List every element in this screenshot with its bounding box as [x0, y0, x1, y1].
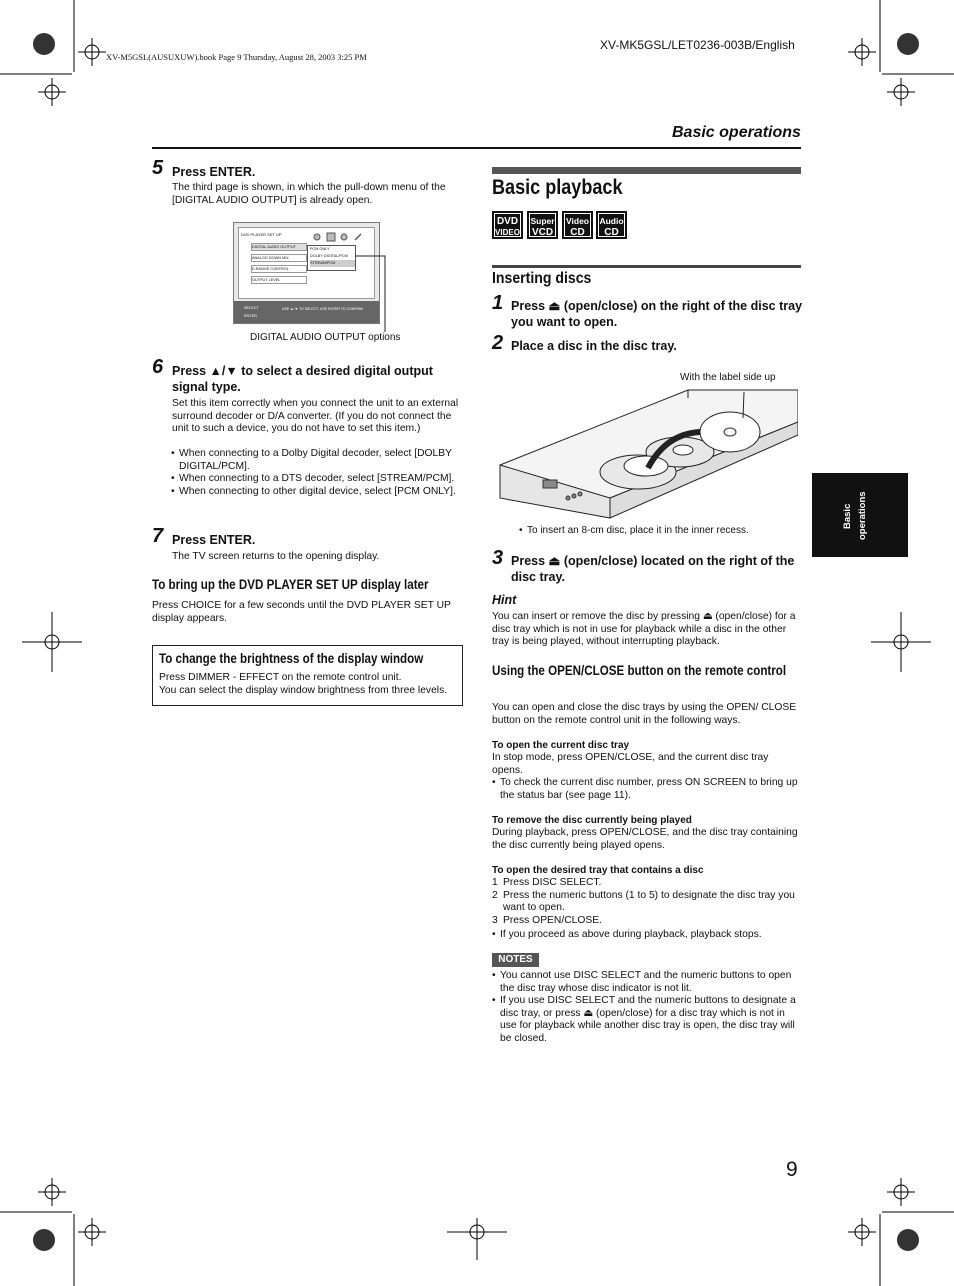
step-1-heading: Press ⏏ (open/close) on the right of the disc tray you want to open.	[511, 299, 803, 329]
list-item: 1 Press DISC SELECT.	[492, 877, 602, 888]
setup-later-heading: To bring up the DVD PLAYER SET UP display later	[152, 577, 429, 592]
list-item: 2 Press the numeric buttons (1 to 5) to designate the disc tray you want to open.	[492, 889, 795, 914]
side-tab-line-1: Basic	[842, 503, 853, 529]
open-current-bullets	[492, 777, 801, 802]
step-6-number: 6	[152, 356, 164, 378]
open-desired-bullets	[492, 929, 801, 942]
list-item: • When connecting to a Dolby Digital decoder, select [DOLBY DIGITAL/PCM].	[171, 448, 464, 473]
remote-heading: Using the OPEN/CLOSE button on the remote control	[492, 663, 787, 678]
remove-playing-title: To remove the disc currently being played	[492, 815, 692, 826]
header-rule	[152, 147, 801, 149]
list-item: • You cannot use DISC SELECT and the numeric buttons to open the disc tray whose disc indicator is not lit.	[492, 970, 801, 995]
screen-option-0: PCM ONLY	[310, 247, 330, 251]
page-title: Basic playback	[492, 176, 623, 199]
step-7-heading: Press ENTER.	[172, 533, 256, 547]
list-item: • When connecting to a DTS decoder, select [STREAM/PCM].	[171, 473, 464, 486]
step-7-number: 7	[152, 525, 164, 547]
step-5-text: The third page is shown, in which the pull-down menu of the [DIGITAL AUDIO OUTPUT] is already open.	[172, 182, 446, 206]
step-3-heading: Press ⏏ (open/close) located on the right of the disc tray.	[511, 554, 795, 584]
open-desired-steps	[492, 877, 801, 927]
side-tab-line-2: operations	[857, 491, 868, 541]
list-item: • If you use DISC SELECT and the numeric buttons to designate a disc tray, or press ⏏ (open/close) for a disc tray which is not in use for playback while another disc tray is open, the disc tray will be closed.	[492, 995, 801, 1045]
step-5-number: 5	[152, 157, 164, 179]
super-vcd-logo: Super VCD	[527, 211, 558, 239]
file-info: XV-M5GSL(AUSUXUW).book Page 9 Thursday, August 28, 2003 3:25 PM	[106, 52, 367, 62]
callout-line	[355, 250, 395, 335]
hint-title: Hint	[492, 593, 517, 607]
page-number: 9	[786, 1158, 798, 1181]
step-5-heading: Press ENTER.	[172, 165, 256, 179]
setup-later-text: Press CHOICE for a few seconds until the DVD PLAYER SET UP display appears.	[152, 600, 451, 624]
section-rule	[492, 265, 801, 268]
title-bar	[492, 167, 801, 174]
open-desired-title: To open the desired tray that contains a disc	[492, 865, 704, 876]
list-item: • To insert an 8-cm disc, place it in the inner recess.	[519, 525, 799, 536]
list-item: • When connecting to other digital device, select [PCM ONLY].	[171, 486, 464, 499]
screen-tab-icons	[309, 229, 369, 239]
step-2-heading: Place a disc in the disc tray.	[511, 339, 677, 353]
screen-footer-enter: ENTER	[244, 314, 257, 318]
step-6-text: Set this item correctly when you connect the unit to an external surround decoder or D/A converter. (If you do not connect the unit to such a device, you do not have to set this item.)	[172, 398, 459, 435]
player-illustration	[498, 380, 798, 520]
illustration-bullets	[519, 525, 799, 536]
brightness-line-1: Press DIMMER - EFFECT on the remote control unit.	[159, 672, 402, 683]
section-title: Basic operations	[672, 124, 801, 141]
screen-caption: DIGITAL AUDIO OUTPUT options	[250, 332, 401, 343]
list-item: • If you proceed as above during playback, playback stops.	[492, 929, 801, 942]
audio-cd-logo: Audio CD	[596, 211, 627, 239]
dvd-video-logo: DVD VIDEO	[492, 211, 523, 239]
brightness-heading: To change the brightness of the display window	[159, 651, 424, 666]
remote-text: You can open and close the disc trays by using the OPEN/ CLOSE button on the remote control unit in the following ways.	[492, 702, 797, 726]
open-current-text: In stop mode, press OPEN/CLOSE, and the current disc tray opens.	[492, 752, 769, 776]
video-cd-logo: Video CD	[562, 211, 593, 239]
brightness-box	[152, 645, 463, 706]
screen-footer-hint: USE ▲/▼ TO SELECT, USE ENTER TO CONFIRM	[282, 307, 363, 311]
step-6-heading: Press ▲/▼ to select a desired digital output signal type.	[172, 364, 433, 394]
hint-text: You can insert or remove the disc by pressing ⏏ (open/close) for a disc tray which is not in use for playback while a disc in the other tray is being played, without interrupting playback.	[492, 611, 796, 648]
side-tab	[812, 473, 908, 557]
screen-row-2: D.RANGE CONTROL	[251, 265, 307, 273]
screen-options	[307, 245, 356, 271]
open-current-title: To open the current disc tray	[492, 740, 630, 751]
step-2-number: 2	[492, 332, 504, 354]
notes-list	[492, 970, 801, 1046]
screen-row-1: ANALOG DOWN MIX	[251, 254, 307, 262]
brightness-line-2: You can select the display window brightness from three levels.	[159, 685, 448, 696]
screen-title: DVD PLAYER SET UP	[241, 232, 282, 237]
step-6-bullets	[171, 448, 464, 498]
step-3-number: 3	[492, 547, 504, 569]
screen-footer-select: SELECT	[244, 306, 259, 310]
inserting-discs-heading: Inserting discs	[492, 270, 592, 287]
screen-option-1: DOLBY DIGITAL/PCM	[310, 254, 348, 258]
step-1-number: 1	[492, 292, 504, 314]
screen-row-3: OUTPUT LEVEL	[251, 276, 307, 284]
notes-tag: NOTES	[492, 953, 539, 967]
screen-option-2: STREAM/PCM	[310, 260, 355, 267]
screen-row-0: DIGITAL AUDIO OUTPUT	[251, 243, 307, 251]
model-code: XV-MK5GSL/LET0236-003B/English	[600, 38, 795, 52]
list-item: • To check the current disc number, press ON SCREEN to bring up the status bar (see page 11).	[492, 777, 801, 802]
step-7-text: The TV screen returns to the opening display.	[172, 551, 380, 562]
illustration-label: With the label side up	[680, 372, 776, 383]
remove-playing-text: During playback, press OPEN/CLOSE, and the disc tray containing the disc currently being played opens.	[492, 827, 798, 851]
list-item: 3 Press OPEN/CLOSE.	[492, 914, 602, 926]
